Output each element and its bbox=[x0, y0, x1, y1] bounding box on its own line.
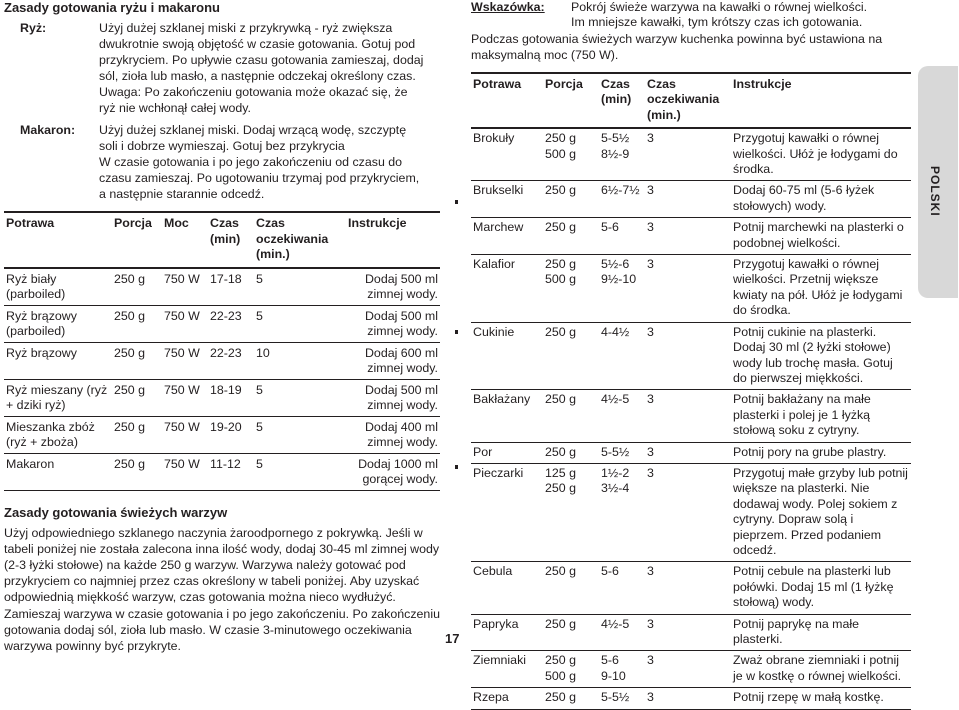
table-cell: Makaron bbox=[4, 453, 112, 490]
desc-line: sól, zioła lub masło, a następnie odczekaj określony czas. bbox=[99, 69, 416, 83]
definition-desc bbox=[99, 20, 439, 116]
table-cell: Dodaj 500 ml zimnej wody. bbox=[346, 305, 440, 342]
table-cell: Brokuły bbox=[471, 128, 543, 181]
table-cell: 750 W bbox=[162, 268, 208, 306]
table-cell: 3 bbox=[645, 181, 731, 218]
table-cell: Dodaj 500 ml zimnej wody. bbox=[346, 379, 440, 416]
table-cell: 3 bbox=[645, 463, 731, 561]
table-cell: 250 g bbox=[112, 453, 162, 490]
table-cell: 125 g 250 g bbox=[543, 463, 599, 561]
column-header: Moc bbox=[162, 212, 208, 268]
table-row bbox=[471, 463, 911, 561]
table-cell: 750 W bbox=[162, 453, 208, 490]
table-body bbox=[4, 268, 440, 491]
table-cell: 3 bbox=[645, 614, 731, 651]
table-cell: 250 g bbox=[543, 442, 599, 463]
definition-term: Ryż: bbox=[20, 21, 47, 35]
table-header-row bbox=[471, 73, 911, 128]
table-cell: Brukselki bbox=[471, 181, 543, 218]
table-cell: 250 g bbox=[112, 342, 162, 379]
table-row bbox=[471, 218, 911, 255]
tip-line: Pokrój świeże warzywa na kawałki o równej wielkości. bbox=[571, 0, 868, 14]
crop-mark bbox=[455, 465, 458, 469]
table-cell: Mieszanka zbóż (ryż + zboża) bbox=[4, 416, 112, 453]
table-cell: Kalafior bbox=[471, 255, 543, 323]
table-cell: 3 bbox=[645, 390, 731, 442]
table-cell: 5½-6 9½-10 bbox=[599, 255, 645, 323]
table-cell: 750 W bbox=[162, 305, 208, 342]
left-column bbox=[4, 0, 444, 654]
body-paragraph: Użyj odpowiedniego szklanego naczynia żaroodpornego z pokrywką. Jeśli w tabeli poniżej nie została zalecona inna ilość wody, dodaj 30-45 ml zimnej wody (2-3 łyżki stołowe) na każde 250 g warzyw. Warzywa należy gotować pod przykryciem co najmniej przez czas określony w tabeli poniżej. Aby uzyskać odpowiednią miękkość warzyw, czas gotowania można nieco wydłużyć. Zamieszaj warzywa w czasie gotowania i po jego zakończeniu. Po zakończeniu gotowania dodaj sól, zioła lub masło. W czasie 3-minutowego oczekiwania warzywa powinny być przykryte. bbox=[4, 525, 440, 653]
page-number: 17 bbox=[445, 631, 460, 646]
rice-table bbox=[4, 211, 440, 491]
table-cell: Potnij rzepę w małą kostkę. bbox=[731, 688, 911, 709]
table-cell: 250 g bbox=[112, 268, 162, 306]
definition-term: Makaron: bbox=[20, 123, 76, 137]
desc-line: czasu zamieszaj. Po ugotowaniu trzymaj pod przykryciem, bbox=[99, 171, 420, 185]
desc-line: Uwaga: Po zakończeniu gotowania może okazać się, że bbox=[99, 85, 408, 99]
table-row bbox=[4, 342, 440, 379]
table-cell: 5 bbox=[254, 379, 346, 416]
table-cell: 250 g bbox=[543, 562, 599, 614]
definition-rice bbox=[4, 20, 444, 116]
column-header: Porcja bbox=[112, 212, 162, 268]
column-header: Czas (min) bbox=[599, 73, 645, 128]
table-cell: 3 bbox=[645, 442, 731, 463]
table-cell: 5 bbox=[254, 416, 346, 453]
table-row bbox=[471, 442, 911, 463]
table-cell: 250 g bbox=[112, 305, 162, 342]
table-cell: 250 g bbox=[543, 322, 599, 390]
table-cell: 750 W bbox=[162, 342, 208, 379]
table-cell: Dodaj 600 ml zimnej wody. bbox=[346, 342, 440, 379]
table-cell: Rzepa bbox=[471, 688, 543, 709]
table-cell: 5 bbox=[254, 305, 346, 342]
table-row bbox=[471, 688, 911, 709]
table-cell: Potnij pory na grube plastry. bbox=[731, 442, 911, 463]
table-cell: 22-23 bbox=[208, 342, 254, 379]
table-cell: 250 g bbox=[543, 218, 599, 255]
table-cell: 3 bbox=[645, 562, 731, 614]
table-cell: 5-5½ 8½-9 bbox=[599, 128, 645, 181]
table-cell: Przygotuj małe grzyby lub potnij większe na plasterki. Nie dodawaj wody. Polej sokiem z cytryny. Dopraw solą i pieprzem. Przed podaniem odcedź. bbox=[731, 463, 911, 561]
language-tab bbox=[918, 66, 958, 298]
table-cell: 4½-5 bbox=[599, 614, 645, 651]
desc-line: przykryciem. Po upływie czasu gotowania zamieszaj, dodaj bbox=[99, 53, 424, 67]
table-row bbox=[471, 322, 911, 390]
table-cell: Bakłażany bbox=[471, 390, 543, 442]
table-row bbox=[4, 453, 440, 490]
table-cell: Pieczarki bbox=[471, 463, 543, 561]
table-cell: 250 g bbox=[543, 688, 599, 709]
table-row bbox=[4, 379, 440, 416]
table-cell: 250 g 500 g bbox=[543, 128, 599, 181]
column-header: Porcja bbox=[543, 73, 599, 128]
vegetable-table bbox=[471, 72, 911, 710]
language-tab-label: POLSKI bbox=[928, 166, 942, 217]
table-cell: Potnij bakłażany na małe plasterki i polej je 1 łyżką stołową soku z cytryny. bbox=[731, 390, 911, 442]
table-cell: 6½-7½ bbox=[599, 181, 645, 218]
definition-desc bbox=[99, 122, 439, 202]
table-cell: 1½-2 3½-4 bbox=[599, 463, 645, 561]
table-cell: 10 bbox=[254, 342, 346, 379]
tip-paragraph: Podczas gotowania świeżych warzyw kuchenka powinna być ustawiona na maksymalną moc (750 W). bbox=[471, 32, 883, 62]
section-title: Zasady gotowania ryżu i makaronu bbox=[4, 0, 220, 15]
table-row bbox=[471, 562, 911, 614]
table-cell: 250 g bbox=[543, 614, 599, 651]
table-cell: 18-19 bbox=[208, 379, 254, 416]
table-cell: 4-4½ bbox=[599, 322, 645, 390]
table-cell: Potnij cukinie na plasterki. Dodaj 30 ml (2 łyżki stołowe) wody lub trochę masła. Gotuj do pierwszej miękkości. bbox=[731, 322, 911, 390]
table-cell: 3 bbox=[645, 218, 731, 255]
table-row bbox=[4, 416, 440, 453]
table-cell: 750 W bbox=[162, 379, 208, 416]
table-row bbox=[471, 651, 911, 688]
table-cell: Ryż brązowy bbox=[4, 342, 112, 379]
table-cell: 22-23 bbox=[208, 305, 254, 342]
table-cell: Przygotuj kawałki o równej wielkości. Ułóż je łodygami do środka. bbox=[731, 128, 911, 181]
subsection-title: Zasady gotowania świeżych warzyw bbox=[4, 504, 228, 520]
column-header: Potrawa bbox=[4, 212, 112, 268]
column-header: Czas oczekiwania (min.) bbox=[254, 212, 346, 268]
desc-line: soli i dobrze wymieszaj. Gotuj bez przykrycia bbox=[99, 139, 345, 153]
tip-box bbox=[471, 0, 911, 30]
table-row bbox=[471, 614, 911, 651]
table-cell: 5-6 bbox=[599, 218, 645, 255]
table-cell: Przygotuj kawałki o równej wielkości. Przetnij większe kwiaty na pół. Ułóż je łodygami do środka. bbox=[731, 255, 911, 323]
table-cell: Ryż brązowy (parboiled) bbox=[4, 305, 112, 342]
desc-line: Użyj dużej szklanej miski z przykrywką - ryż zwiększa bbox=[99, 21, 393, 35]
column-header: Potrawa bbox=[471, 73, 543, 128]
table-cell: Dodaj 60-75 ml (5-6 łyżek stołowych) wody. bbox=[731, 181, 911, 218]
table-cell: 250 g 500 g bbox=[543, 651, 599, 688]
column-header: Instrukcje bbox=[346, 212, 440, 268]
table-cell: 5-6 9-10 bbox=[599, 651, 645, 688]
table-cell: Ryż biały (parboiled) bbox=[4, 268, 112, 306]
table-cell: 4½-5 bbox=[599, 390, 645, 442]
table-cell: 250 g bbox=[543, 181, 599, 218]
table-cell: 5-6 bbox=[599, 562, 645, 614]
table-cell: 17-18 bbox=[208, 268, 254, 306]
table-row bbox=[471, 390, 911, 442]
table-row bbox=[471, 128, 911, 181]
table-row bbox=[4, 305, 440, 342]
table-cell: 3 bbox=[645, 651, 731, 688]
table-cell: Potnij paprykę na małe plasterki. bbox=[731, 614, 911, 651]
table-cell: Ziemniaki bbox=[471, 651, 543, 688]
table-cell: Marchew bbox=[471, 218, 543, 255]
table-cell: Potnij cebule na plasterki lub połówki. Dodaj 15 ml (1 łyżkę stołową) wody. bbox=[731, 562, 911, 614]
table-cell: 250 g bbox=[112, 379, 162, 416]
tip-label: Wskazówka: bbox=[471, 0, 545, 14]
table-body bbox=[471, 128, 911, 709]
table-cell: Potnij marchewki na plasterki o podobnej wielkości. bbox=[731, 218, 911, 255]
desc-line: dwukrotnie swoją objętość w czasie gotowania. Gotuj pod bbox=[99, 37, 416, 51]
desc-line: Użyj dużej szklanej miski. Dodaj wrzącą wodę, szczyptę bbox=[99, 123, 407, 137]
column-header: Czas oczekiwania (min.) bbox=[645, 73, 731, 128]
table-cell: Cukinie bbox=[471, 322, 543, 390]
table-cell: Ryż mieszany (ryż + dziki ryż) bbox=[4, 379, 112, 416]
table-row bbox=[4, 268, 440, 306]
table-cell: 3 bbox=[645, 322, 731, 390]
table-cell: 5-5½ bbox=[599, 688, 645, 709]
table-cell: 5 bbox=[254, 268, 346, 306]
table-cell: Dodaj 400 ml zimnej wody. bbox=[346, 416, 440, 453]
table-cell: 5-5½ bbox=[599, 442, 645, 463]
desc-line: a następnie starannie odcedź. bbox=[99, 187, 265, 201]
tip-text bbox=[571, 0, 867, 30]
table-cell: Por bbox=[471, 442, 543, 463]
table-cell: Zważ obrane ziemniaki i potnij je w kostkę o równej wielkości. bbox=[731, 651, 911, 688]
tip-line: Im mniejsze kawałki, tym krótszy czas ich gotowania. bbox=[571, 15, 863, 29]
table-cell: 3 bbox=[645, 128, 731, 181]
table-cell: 3 bbox=[645, 688, 731, 709]
definition-list bbox=[4, 20, 444, 202]
desc-line: W czasie gotowania i po jego zakończeniu od czasu do bbox=[99, 155, 403, 169]
definition-pasta bbox=[4, 122, 444, 202]
table-cell: 3 bbox=[645, 255, 731, 323]
right-column bbox=[471, 0, 911, 710]
table-cell: Dodaj 1000 ml gorącej wody. bbox=[346, 453, 440, 490]
table-cell: 250 g bbox=[112, 416, 162, 453]
crop-mark bbox=[455, 200, 458, 204]
table-cell: 750 W bbox=[162, 416, 208, 453]
table-cell: Dodaj 500 ml zimnej wody. bbox=[346, 268, 440, 306]
table-row bbox=[471, 255, 911, 323]
table-header-row bbox=[4, 212, 440, 268]
table-cell: 250 g 500 g bbox=[543, 255, 599, 323]
table-cell: Cebula bbox=[471, 562, 543, 614]
table-row bbox=[471, 181, 911, 218]
column-header: Instrukcje bbox=[731, 73, 911, 128]
table-cell: 19-20 bbox=[208, 416, 254, 453]
table-cell: 5 bbox=[254, 453, 346, 490]
crop-mark bbox=[455, 330, 458, 334]
table-cell: Papryka bbox=[471, 614, 543, 651]
table-cell: 11-12 bbox=[208, 453, 254, 490]
desc-line: ryż nie wchłonął całej wody. bbox=[99, 101, 251, 115]
table-cell: 250 g bbox=[543, 390, 599, 442]
column-header: Czas (min) bbox=[208, 212, 254, 268]
